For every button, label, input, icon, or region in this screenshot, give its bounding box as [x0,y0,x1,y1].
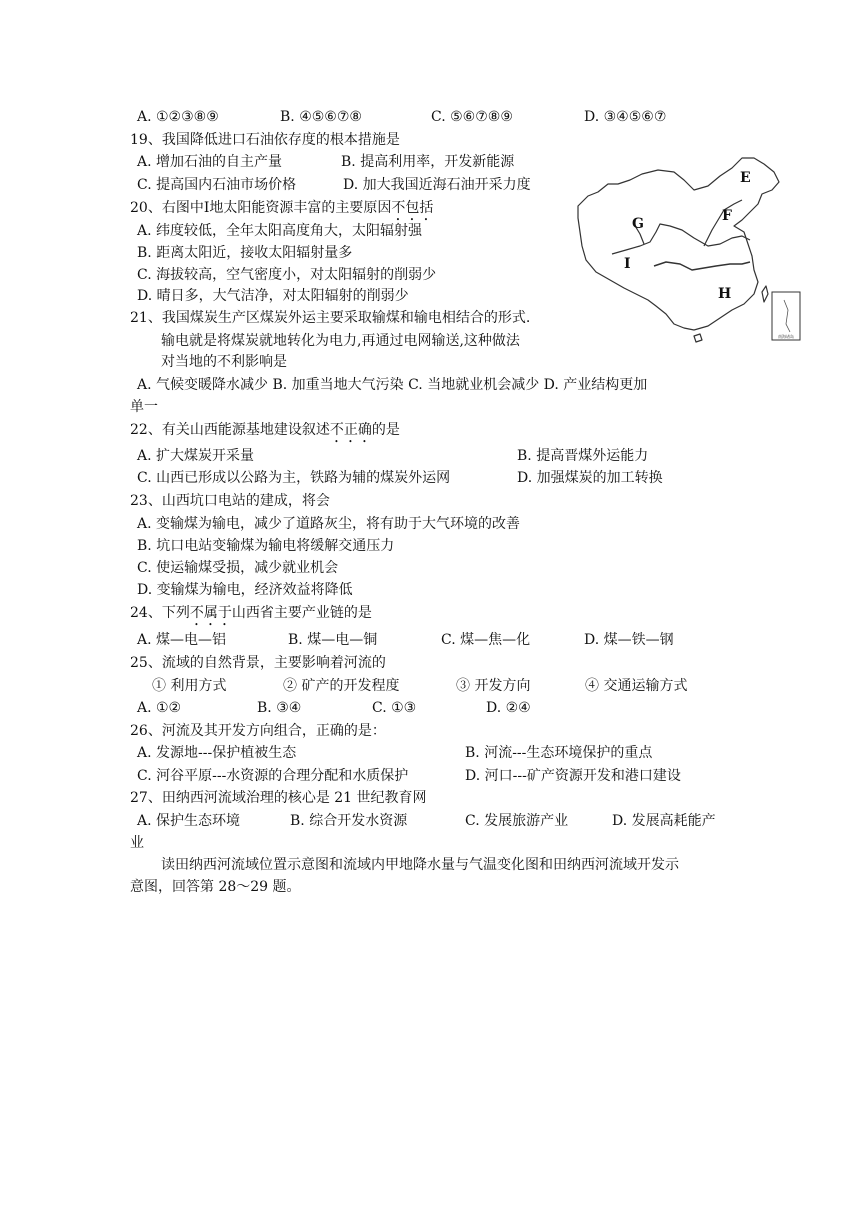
q22-emphasis: 不正确 [329,422,372,438]
q21-options: A. 气候变暖降水减少 B. 加重当地大气污染 C. 当地就业机会减少 D. 产业结构更加 [137,377,648,393]
q27-option-c: C. 发展旅游产业 [465,813,569,829]
q25-option-c: C. ①③ [372,700,417,716]
intro-line2: 意图，回答第 28～29 题。 [130,879,301,895]
river-line [654,262,750,270]
q26-stem: 26、河流及其开发方向组合，正确的是： [130,723,386,739]
q24-option-b: B. 煤—电—铜 [288,632,378,648]
q22-option-c: C. 山西已形成以公路为主，铁路为辅的煤炭外运网 [137,470,451,486]
q20-option-b: B. 距离太阳近，接收太阳辐射量多 [137,245,353,261]
q24-option-a: A. 煤—电—铝 [137,632,227,648]
intro-line1: 读田纳西河流域位置示意图和流域内甲地降水量与气温变化图和田纳西河流域开发示 [161,857,679,873]
q20-option-c: C. 海拔较高，空气密度小，对太阳辐射的削弱少 [137,267,437,283]
q21-stem-line1: 21、我国煤炭生产区煤炭外运主要采取输煤和输电相结合的形式. [130,310,531,326]
q23-option-c: C. 使运输煤受损，减少就业机会 [137,560,339,576]
q25-item-1: ① 利用方式 [152,678,227,694]
q25-item-3: ③ 开发方向 [456,678,531,694]
q24-stem: 24、下列不属于山西省主要产业链的是 [130,605,372,621]
taiwan-island [762,286,768,302]
q20-option-d: D. 晴日多，大气洁净，对太阳辐射的削弱少 [137,288,409,304]
q18-option-c: C. ⑤⑥⑦⑧⑨ [431,109,513,125]
q22-option-b: B. 提高晋煤外运能力 [517,448,649,464]
q21-stem-line3: 对当地的不利影响是 [161,354,287,370]
q22-stem: 22、有关山西能源基地建设叙述不正确的是 [130,422,400,438]
q23-option-a: A. 变输煤为输电，减少了道路灰尘，将有助于大气环境的改善 [137,516,521,532]
hainan-island [694,334,702,342]
q22-option-d: D. 加强煤炭的加工转换 [517,470,663,486]
map-label-f: F [722,208,732,224]
china-region-map [574,154,804,346]
q25-option-b: B. ③④ [257,700,302,716]
q20-stem: 20、右图中Ⅰ地太阳能资源丰富的主要原因不包括 [130,200,434,216]
q26-option-b: B. 河流---生态环境保护的重点 [465,745,653,761]
q27-option-a: A. 保护生态环境 [137,813,241,829]
q18-option-b: B. ④⑤⑥⑦⑧ [280,109,362,125]
q25-item-4: ④ 交通运输方式 [585,678,688,694]
q18-option-d: D. ③④⑤⑥⑦ [584,109,667,125]
q27-option-b: B. 综合开发水资源 [290,813,408,829]
map-label-e: E [740,170,751,186]
q24-option-d: D. 煤—铁—钢 [584,632,674,648]
q27-stem: 27、田纳西河流域治理的核心是 21 世纪教育网 [130,790,427,806]
q21-options-wrap: 单一 [130,399,158,415]
q25-option-d: D. ②④ [486,700,531,716]
q23-option-d: D. 变输煤为输电，经济效益将降低 [137,582,353,598]
q23-stem: 23、山西坑口电站的建成，将会 [130,493,330,509]
q25-stem: 25、流域的自然背景，主要影响着河流的 [130,655,386,671]
q25-option-a: A. ①② [137,700,182,716]
q20-emphasis: 不包括 [391,200,434,216]
q24-emphasis: 不属于 [189,605,232,621]
q26-option-c: C. 河谷平原---水资源的合理分配和水质保护 [137,768,409,784]
q21-stem-line2: 输电就是将煤炭就地转化为电力,再通过电网输送,这种做法 [161,333,520,349]
map-label-h: H [718,286,732,302]
q24-option-c: C. 煤—焦—化 [441,632,531,648]
q22-option-a: A. 扩大煤炭开采量 [137,448,255,464]
q26-option-a: A. 发源地---保护植被生态 [137,745,297,761]
inset-label: 南海诸岛 [778,334,794,339]
map-label-g: G [632,216,644,232]
q18-option-a: A. ①②③⑧⑨ [137,109,219,125]
map-label-i: I [624,256,631,272]
q19-option-a: A. 增加石油的自主产量 [137,154,283,170]
q19-stem: 19、我国降低进口石油依存度的根本措施是 [130,132,400,148]
q26-option-d: D. 河口---矿产资源开发和港口建设 [465,768,681,784]
q19-option-d: D. 加大我国近海石油开采力度 [343,177,531,193]
q27-option-d: D. 发展高耗能产 [612,813,716,829]
q25-item-2: ② 矿产的开发程度 [283,678,400,694]
q20-option-a: A. 纬度较低，全年太阳高度角大，太阳辐射强 [137,223,423,239]
q23-option-b: B. 坑口电站变输煤为输电将缓解交通压力 [137,538,395,554]
q19-option-b: B. 提高利用率，开发新能源 [341,154,515,170]
south-china-sea-inset [772,292,800,340]
q27-option-wrap: 业 [130,835,144,851]
q19-option-c: C. 提高国内石油市场价格 [137,177,297,193]
